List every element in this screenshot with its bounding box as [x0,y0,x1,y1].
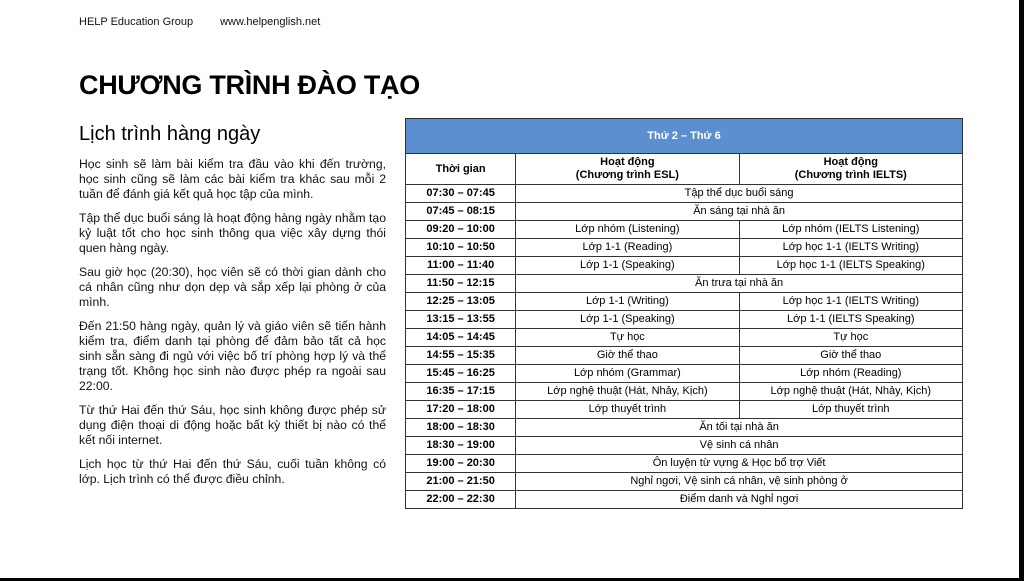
schedule-table [405,118,963,509]
paragraph: Tập thể dục buổi sáng là hoạt động hàng ngày nhằm tạo kỷ luật tốt cho học sinh thông qua việc xây dựng thói quen hàng ngày. [79,211,386,255]
activity-cell-ielts: Giờ thể thao [739,347,962,365]
time-cell: 17:20 – 18:00 [406,401,516,419]
table-row [406,203,963,221]
paragraph: Sau giờ học (20:30), học viên sẽ có thời gian dành cho cá nhân cũng như dọn dẹp và sắp xếp lại phòng ở của mình. [79,265,386,309]
activity-cell-esl: Lớp 1-1 (Writing) [516,293,739,311]
activity-cell-shared: Ăn tối tại nhà ăn [516,419,963,437]
table-row [406,437,963,455]
table-row [406,383,963,401]
table-header-row [406,154,963,185]
table-row [406,365,963,383]
activity-cell-ielts: Lớp học 1-1 (IELTS Writing) [739,293,962,311]
paragraph: Từ thứ Hai đến thứ Sáu, học sinh không được phép sử dụng điện thoại di động hoặc bất kỳ thiết bị nào có thể kết nối internet. [79,403,386,447]
column-header-esl-line1: Hoạt động [600,156,655,168]
table-row [406,329,963,347]
activity-cell-esl: Lớp 1-1 (Speaking) [516,311,739,329]
time-cell: 10:10 – 10:50 [406,239,516,257]
time-cell: 21:00 – 21:50 [406,473,516,491]
table-row [406,221,963,239]
activity-cell-ielts: Lớp học 1-1 (IELTS Writing) [739,239,962,257]
table-row [406,275,963,293]
activity-cell-shared: Ôn luyện từ vựng & Học bổ trợ Viết [516,455,963,473]
activity-cell-esl: Lớp 1-1 (Speaking) [516,257,739,275]
time-cell: 15:45 – 16:25 [406,365,516,383]
activity-cell-esl: Lớp thuyết trình [516,401,739,419]
column-header-time: Thời gian [406,154,516,185]
table-banner-row [406,119,963,154]
time-cell: 07:45 – 08:15 [406,203,516,221]
column-header-esl [516,154,739,185]
table-row [406,239,963,257]
table-row [406,293,963,311]
table-row [406,257,963,275]
table-row [406,491,963,509]
activity-cell-shared: Nghỉ ngơi, Vệ sinh cá nhân, vệ sinh phòng ở [516,473,963,491]
page-header [79,16,320,28]
time-cell: 13:15 – 13:55 [406,311,516,329]
activity-cell-esl: Giờ thể thao [516,347,739,365]
paragraph: Đến 21:50 hàng ngày, quản lý và giáo viên sẽ tiến hành kiểm tra, điểm danh tại phòng để đảm bảo tất cả học sinh sẵn sàng đi ngủ với việc bố trí phòng hợp lý và thể trạng tốt. Không học sinh nào được phép ra ngoài sau 22:00. [79,319,386,393]
activity-cell-shared: Điểm danh và Nghỉ ngơi [516,491,963,509]
activity-cell-ielts: Tự học [739,329,962,347]
table-row [406,185,963,203]
activity-cell-esl: Tự học [516,329,739,347]
header-url: www.helpenglish.net [220,16,321,28]
time-cell: 09:20 – 10:00 [406,221,516,239]
page-title: CHƯƠNG TRÌNH ĐÀO TẠO [79,70,420,100]
activity-cell-ielts: Lớp nhóm (IELTS Listening) [739,221,962,239]
time-cell: 14:05 – 14:45 [406,329,516,347]
header-org: HELP Education Group [79,16,194,28]
table-banner: Thứ 2 – Thứ 6 [406,119,963,154]
description-text [79,157,386,496]
column-header-ielts [739,154,962,185]
activity-cell-esl: Lớp 1-1 (Reading) [516,239,739,257]
time-cell: 07:30 – 07:45 [406,185,516,203]
activity-cell-shared: Ăn trưa tại nhà ăn [516,275,963,293]
activity-cell-esl: Lớp nghệ thuật (Hát, Nhảy, Kịch) [516,383,739,401]
activity-cell-ielts: Lớp học 1-1 (IELTS Speaking) [739,257,962,275]
activity-cell-ielts: Lớp thuyết trình [739,401,962,419]
paragraph: Học sinh sẽ làm bài kiểm tra đầu vào khi đến trường, học sinh cũng sẽ làm các bài kiểm tra khác sau mỗi 2 tuần để đánh giá kết quả học tập của mình. [79,157,386,201]
column-header-ielts-line2: (Chương trình IELTS) [794,169,907,181]
table-row [406,419,963,437]
page-subtitle: Lịch trình hàng ngày [79,123,261,145]
column-header-ielts-line1: Hoạt động [823,156,878,168]
time-cell: 11:00 – 11:40 [406,257,516,275]
table-row [406,401,963,419]
column-header-esl-line2: (Chương trình ESL) [575,169,679,181]
activity-cell-shared: Vệ sinh cá nhân [516,437,963,455]
time-cell: 22:00 – 22:30 [406,491,516,509]
activity-cell-esl: Lớp nhóm (Grammar) [516,365,739,383]
activity-cell-ielts: Lớp 1-1 (IELTS Speaking) [739,311,962,329]
table-row [406,311,963,329]
time-cell: 19:00 – 20:30 [406,455,516,473]
time-cell: 16:35 – 17:15 [406,383,516,401]
activity-cell-ielts: Lớp nhóm (Reading) [739,365,962,383]
time-cell: 14:55 – 15:35 [406,347,516,365]
time-cell: 11:50 – 12:15 [406,275,516,293]
activity-cell-ielts: Lớp nghệ thuật (Hát, Nhảy, Kịch) [739,383,962,401]
time-cell: 18:30 – 19:00 [406,437,516,455]
table-row [406,347,963,365]
table-row [406,473,963,491]
activity-cell-shared: Ăn sáng tại nhà ăn [516,203,963,221]
time-cell: 18:00 – 18:30 [406,419,516,437]
paragraph: Lịch học từ thứ Hai đến thứ Sáu, cuối tuần không có lớp. Lịch trình có thể được điều chỉnh. [79,457,386,486]
time-cell: 12:25 – 13:05 [406,293,516,311]
activity-cell-esl: Lớp nhóm (Listening) [516,221,739,239]
table-row [406,455,963,473]
activity-cell-shared: Tập thể dục buổi sáng [516,185,963,203]
